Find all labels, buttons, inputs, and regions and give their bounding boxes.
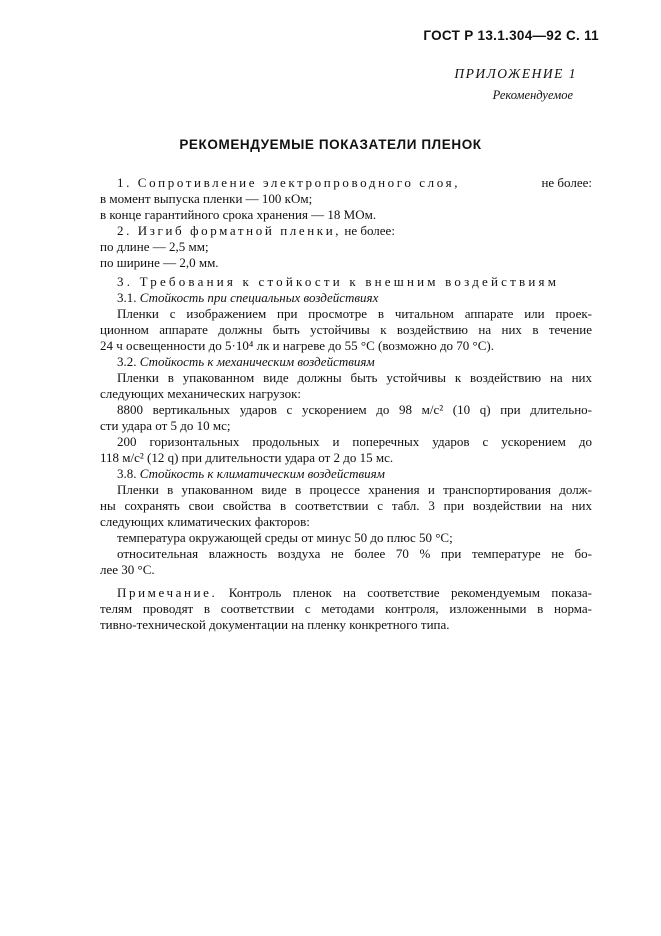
text-line: ны сохранять свои свойства в соответствии с табл. 3 при воздействии на них [100,498,592,513]
note-label: Примечание. [117,585,218,600]
text-line: сти удара от 5 до 10 мс; [100,418,231,433]
text-line: 24 ч освещенности до 5·10⁴ лк и нагреве до 55 °С (возможно до 70 °С). [100,338,495,353]
subsection-3-8 [117,466,385,482]
subsection-3-1 [117,290,378,306]
subsection-title: Стойкость к климатическим воздействиям [139,466,385,481]
text-line: ционном аппарате должны быть устойчивы к воздействию на них в течение [100,322,592,337]
text-line: относительная влажность воздуха не более 70 % при температуре не бо- [117,546,592,561]
text-line: лее 30 °С. [100,562,155,577]
text-line: телям проводят в соответствии с методами контроля, изложенными в норма- [100,601,592,616]
text-line: тивно-технической документации на пленку конкретного типа. [100,617,450,632]
subsection-number: 3.8. [117,466,137,481]
text-line: в момент выпуска пленки — 100 кОм; [100,191,313,206]
item-3-heading: 3. Требования к стойкости к внешним воздействиям [117,274,560,289]
note-text: Контроль пленок на соответствие рекомендуемым показа- [228,585,593,600]
subsection-number: 3.1. [117,290,137,305]
text-line: Пленки с изображением при просмотре в читальном аппарате или проек- [117,306,592,321]
text-line: следующих механических нагрузок: [100,386,302,401]
subsection-title: Стойкость при специальных воздействиях [139,290,379,305]
text-line: 8800 вертикальных ударов с ускорением до 98 м/с² (10 q) при длительно- [117,402,592,417]
note-line [117,585,592,601]
subsection-3-2 [117,354,375,370]
text-line: 200 горизонтальных продольных и поперечных ударов с ускорением до [117,434,592,449]
text-line: следующих климатических факторов: [100,514,310,529]
text-line: Пленки в упакованном виде должны быть устойчивы к воздействию на них [117,370,592,385]
text-line: 118 м/с² (12 q) при длительности удара от 2 до 15 мс. [100,450,394,465]
item-2-suffix: не более: [344,223,395,238]
appendix-label: ПРИЛОЖЕНИЕ 1 [454,66,577,81]
item-1-heading: 1. Сопротивление электропроводного слоя, [117,175,461,190]
item-1-suffix: не более: [541,175,592,190]
item-1-line [117,175,592,191]
item-2-heading: 2. Изгиб форматной пленки, [117,223,342,238]
subsection-number: 3.2. [117,354,137,369]
standard-header: ГОСТ Р 13.1.304—92 С. 11 [423,28,599,43]
page-title: РЕКОМЕНДУЕМЫЕ ПОКАЗАТЕЛИ ПЛЕНОК [179,137,482,152]
item-2-line [117,223,395,239]
text-line: по длине — 2,5 мм; [100,239,209,254]
text-line: температура окружающей среды от минус 50 до плюс 50 °С; [117,530,453,545]
subsection-title: Стойкость к механическим воздействиям [139,354,375,369]
text-line: Пленки в упакованном виде в процессе хранения и транспортирования долж- [117,482,592,497]
text-line: по ширине — 2,0 мм. [100,255,219,270]
recommended-label: Рекомендуемое [492,88,573,102]
text-line: в конце гарантийного срока хранения — 18 МОм. [100,207,377,222]
